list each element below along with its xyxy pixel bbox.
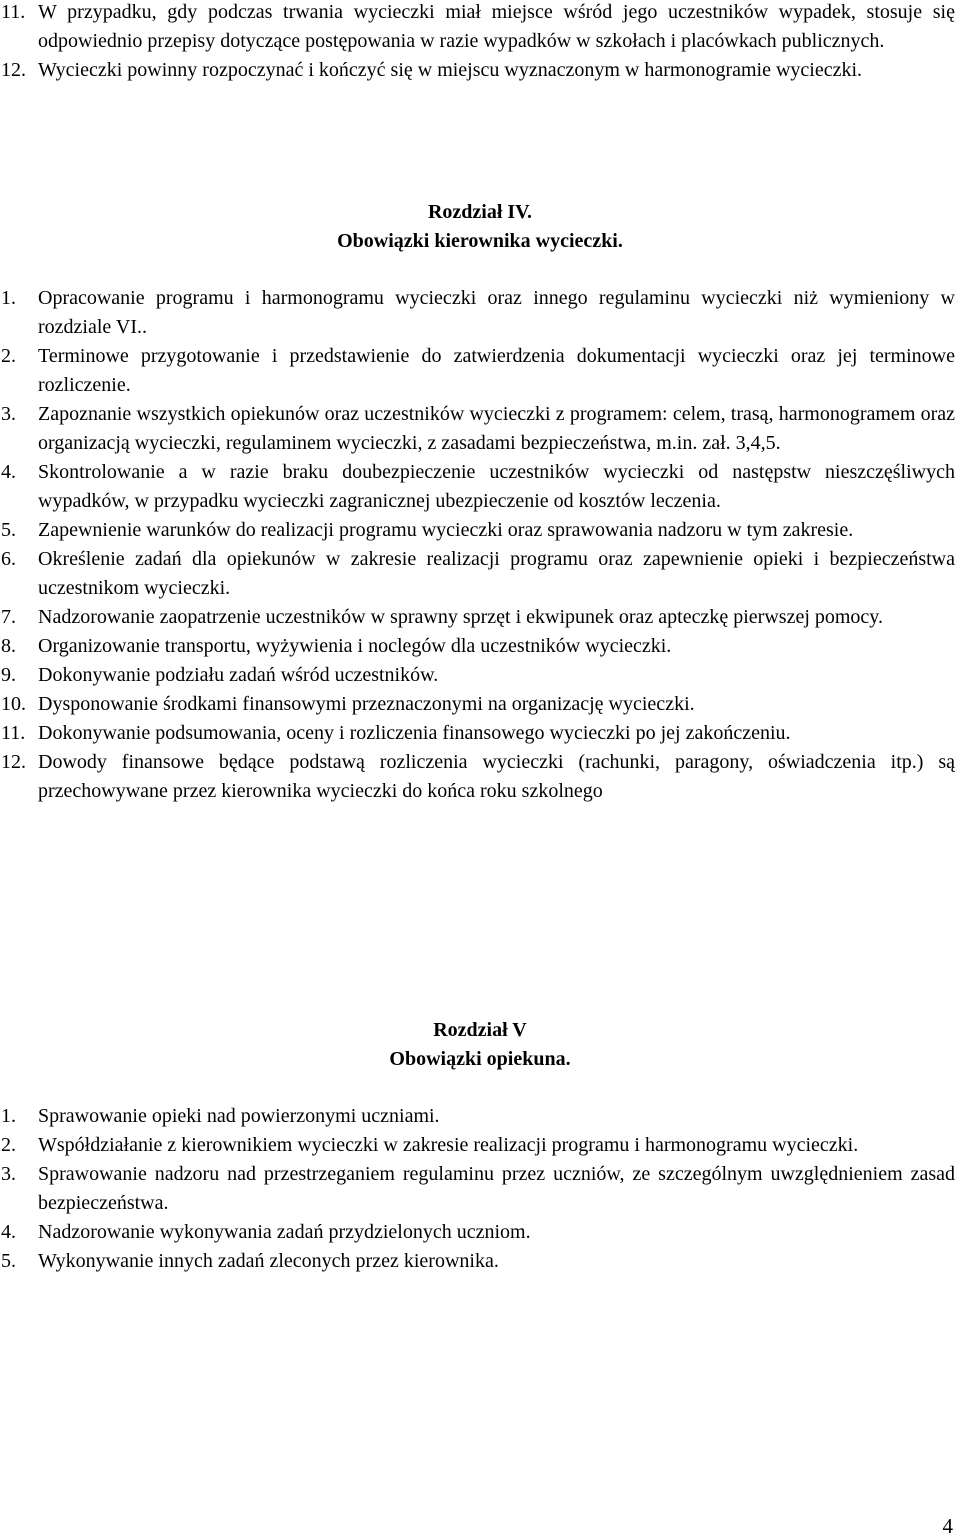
list-item (0, 632, 955, 661)
item-text: Określenie zadań dla opiekunów w zakresie realizacji programu oraz zapewnienie opieki i bezpieczeństwa uczestnikom wycieczki. (38, 548, 955, 599)
item-number: 5. (1, 519, 16, 541)
item-text: Dokonywanie podziału zadań wśród uczestników. (38, 664, 439, 686)
item-text: Dokonywanie podsumowania, oceny i rozliczenia finansowego wycieczki po jej zakończeniu. (38, 722, 791, 744)
list-item (0, 516, 955, 545)
item-text: Sprawowanie nadzoru nad przestrzeganiem regulaminu przez uczniów, ze szczególnym uwzględnieniem zasad bezpieczeństwa. (38, 1163, 955, 1214)
list-item (0, 603, 955, 632)
item-number: 3. (1, 1163, 16, 1185)
item-text: W przypadku, gdy podczas trwania wycieczki miał miejsce wśród jego uczestników wypadek, stosuje się odpowiednio przepisy dotyczące postępowania w razie wypadków w szkołach i placówkach publicznych. (38, 1, 955, 52)
item-number: 5. (1, 1250, 16, 1272)
item-text: Sprawowanie opieki nad powierzonymi uczniami. (38, 1105, 440, 1127)
item-text: Terminowe przygotowanie i przedstawienie do zatwierdzenia dokumentacji wycieczki oraz jej terminowe rozliczenie. (38, 345, 955, 396)
item-text: Nadzorowanie zaopatrzenie uczestników w sprawny sprzęt i ekwipunek oraz apteczkę pierwszej pomocy. (38, 606, 884, 628)
list-item (0, 56, 955, 85)
item-number: 6. (1, 548, 16, 570)
intro-list (0, 0, 955, 85)
list-item (0, 342, 955, 400)
item-number: 3. (1, 403, 16, 425)
item-number: 4. (1, 461, 16, 483)
item-text: Dysponowanie środkami finansowymi przeznaczonymi na organizację wycieczki. (38, 693, 695, 715)
item-text: Nadzorowanie wykonywania zadań przydzielonych uczniom. (38, 1221, 531, 1243)
item-number: 7. (1, 606, 16, 628)
chapter-5-subtitle: Obowiązki opiekuna. (389, 1048, 571, 1070)
list-item (0, 1131, 955, 1160)
list-item (0, 690, 955, 719)
item-text: Wycieczki powinny rozpoczynać i kończyć się w miejscu wyznaczonym w harmonogramie wycieczki. (38, 59, 863, 81)
page-number: 4 (942, 1514, 953, 1538)
item-number: 10. (1, 693, 26, 715)
list-item (0, 661, 955, 690)
list-item (0, 0, 955, 56)
list-item (0, 284, 955, 342)
chapter-4-list (0, 284, 955, 806)
item-text: Zapewnienie warunków do realizacji programu wycieczki oraz sprawowania nadzoru w tym zakresie. (38, 519, 854, 541)
list-item (0, 1218, 955, 1247)
item-text: Organizowanie transportu, wyżywienia i noclegów dla uczestników wycieczki. (38, 635, 672, 657)
item-number: 2. (1, 1134, 16, 1156)
item-number: 12. (1, 751, 26, 773)
chapter-4-subtitle: Obowiązki kierownika wycieczki. (337, 230, 623, 252)
list-item (0, 400, 955, 458)
item-number: 4. (1, 1221, 16, 1243)
item-text: Zapoznanie wszystkich opiekunów oraz uczestników wycieczki z programem: celem, trasą, harmonogramem oraz organizacją wycieczki, regulaminem wycieczki, z zasadami bezpieczeństwa, m.in. zał. 3,4,5. (38, 403, 955, 454)
item-text: Skontrolowanie a w razie braku doubezpieczenie uczestników wycieczki od następstw nieszczęśliwych wypadków, w przypadku wycieczki zagranicznej ubezpieczenie od kosztów leczenia. (38, 461, 955, 512)
list-item (0, 1247, 955, 1276)
list-item (0, 748, 955, 806)
item-number: 9. (1, 664, 16, 686)
list-item (0, 1102, 955, 1131)
list-item (0, 719, 955, 748)
list-item (0, 1160, 955, 1218)
item-number: 2. (1, 345, 16, 367)
item-number: 8. (1, 635, 16, 657)
item-number: 11. (1, 1, 26, 23)
item-number: 1. (1, 287, 16, 309)
item-number: 12. (1, 59, 26, 81)
list-item (0, 545, 955, 603)
item-text: Opracowanie programu i harmonogramu wycieczki oraz innego regulaminu wycieczki niż wymieniony w rozdziale VI.. (38, 287, 955, 338)
chapter-5-title: Rozdział V (433, 1019, 527, 1041)
item-text: Wykonywanie innych zadań zleconych przez kierownika. (38, 1250, 499, 1272)
item-text: Współdziałanie z kierownikiem wycieczki w zakresie realizacji programu i harmonogramu wycieczki. (38, 1134, 859, 1156)
item-number: 11. (1, 722, 26, 744)
chapter-5-list (0, 1102, 955, 1276)
item-number: 1. (1, 1105, 16, 1127)
chapter-4-title: Rozdział IV. (427, 201, 533, 223)
item-text: Dowody finansowe będące podstawą rozliczenia wycieczki (rachunki, paragony, oświadczenia itp.) są przechowywane przez kierownika wycieczki do końca roku szkolnego (38, 751, 955, 802)
list-item (0, 458, 955, 516)
